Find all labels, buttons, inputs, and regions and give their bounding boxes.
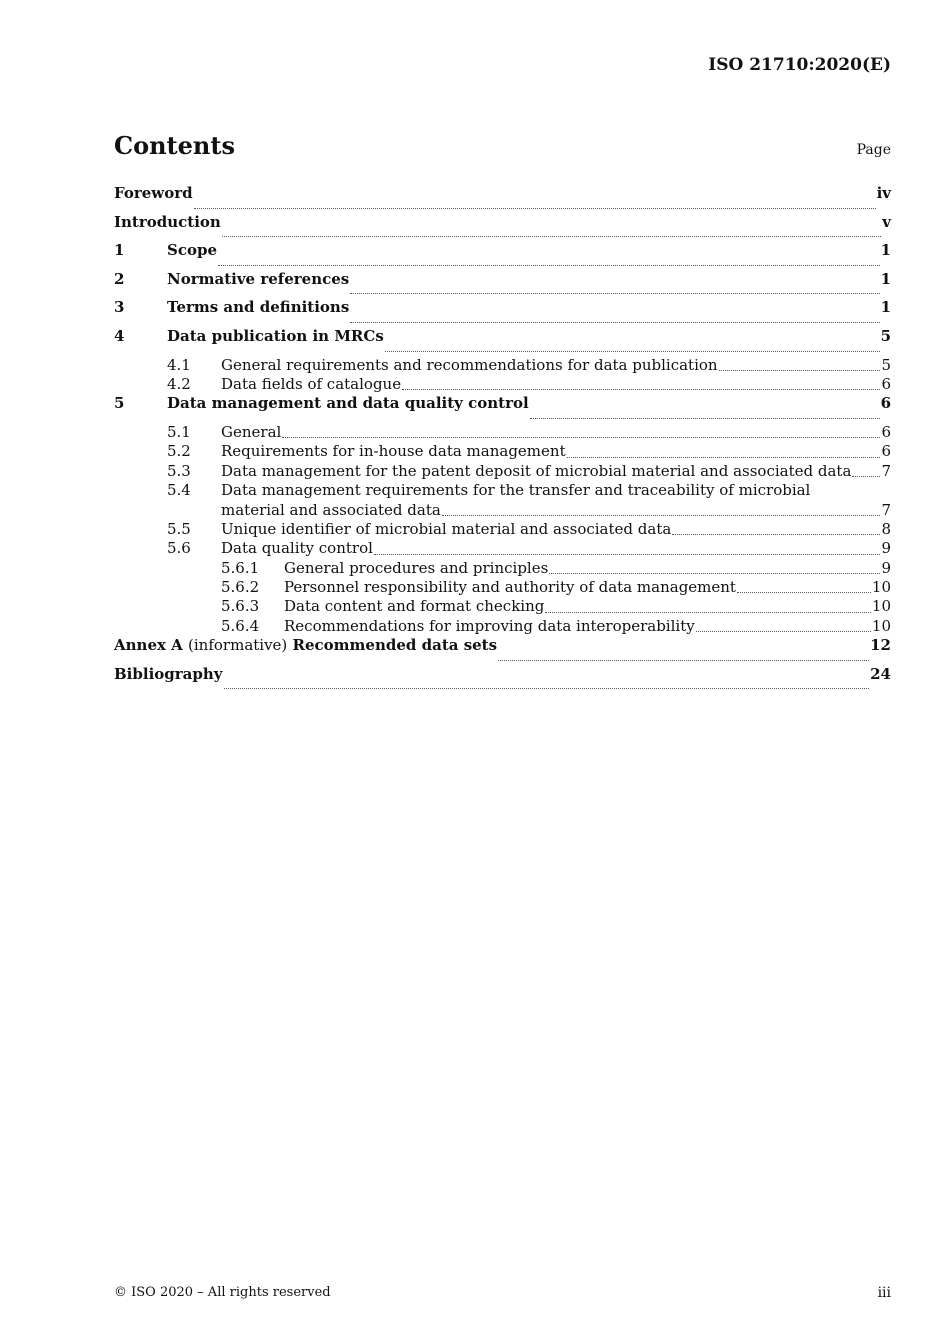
dot-leader [350,292,879,294]
toc-title: Foreword [114,184,193,202]
annex-qualifier: (informative) [188,636,288,655]
toc-entry-5-4-line2[interactable] [114,501,891,520]
toc-number: 5.2 [167,442,191,461]
toc-page: 5 [880,326,891,345]
annex-title: Recommended data sets [292,636,498,655]
toc-title: Data management for the patent deposit of microbial material and associated data [221,461,852,480]
dot-leader [719,369,881,371]
dot-leader [672,533,880,535]
toc-entry-introduction[interactable] [114,213,891,242]
toc-page: 8 [881,519,891,538]
dot-leader [402,388,880,390]
dot-leader [530,417,880,419]
toc-title: Data quality control [221,539,373,558]
toc-number: 1 [114,241,125,260]
toc-title: General requirements and recommendations for data publication [221,355,718,374]
dot-leader [350,321,879,323]
toc-entry-5-2[interactable] [114,442,891,461]
toc-number: 2 [114,269,125,288]
toc-entry-4-1[interactable] [114,356,891,375]
toc-page: 1 [880,241,891,260]
toc-page: 10 [871,616,891,635]
toc-entry-terms-and-definitions[interactable] [114,298,891,327]
toc-page: 6 [881,422,891,441]
toc-title: Data fields of catalogue [221,374,402,393]
toc-entry-5-6[interactable] [114,539,891,558]
toc-number: 5.6.1 [221,558,260,577]
toc-title: Normative references [167,269,350,288]
toc-title: material and associated data [221,500,441,519]
toc-number: 5.5 [167,519,191,538]
toc-title: Data content and format checking [284,597,545,616]
toc-entry-normative-references[interactable] [114,270,891,299]
copyright-notice: © ISO 2020 – All rights reserved [114,1285,331,1300]
dot-leader [545,611,871,613]
toc-title: Data management and data quality control [167,394,529,413]
toc-number: 5 [114,394,125,413]
table-of-contents [114,184,891,693]
dot-leader [222,235,881,237]
toc-number: 5.4 [167,481,191,500]
toc-number: 5.3 [167,461,191,480]
toc-number: 5.6.2 [221,578,260,597]
toc-title: Bibliography [114,664,223,683]
toc-title: General procedures and principles [284,558,549,577]
toc-entry-scope[interactable] [114,241,891,270]
toc-page: 10 [871,597,891,616]
toc-page: 7 [881,500,891,519]
toc-number: 5.6 [167,539,191,558]
toc-page: 6 [881,374,891,393]
dot-leader [696,630,871,632]
toc-entry-5-6-2[interactable] [114,578,891,597]
toc-entry-annex-a[interactable] [114,636,891,665]
toc-page: 5 [881,355,891,374]
toc-number: 5.6.4 [221,616,260,635]
toc-title: Data management requirements for the transfer and traceability of microbial [221,481,811,500]
toc-number: 5.6.3 [221,597,260,616]
toc-number: 4.2 [167,374,191,393]
contents-heading: Contents [114,131,235,160]
toc-title [114,636,497,654]
page-number: iii [877,1285,891,1301]
toc-title: Unique identifier of microbial material and associated data [221,519,672,538]
dot-leader [442,514,881,516]
toc-number: 3 [114,298,125,317]
dot-leader [282,436,880,438]
toc-entry-data-management[interactable] [114,394,891,423]
toc-entry-foreword[interactable] [114,184,891,213]
dot-leader [737,591,871,593]
toc-page: 7 [881,461,891,480]
toc-page: 10 [871,578,891,597]
toc-number: 5.1 [167,422,191,441]
toc-page: 1 [880,269,891,288]
toc-page: 6 [880,394,891,413]
toc-entry-5-5[interactable] [114,520,891,539]
page-column-label: Page [856,142,891,158]
toc-page: 6 [881,442,891,461]
toc-entry-bibliography[interactable] [114,665,891,694]
toc-page: 9 [881,539,891,558]
document-code: ISO 21710:2020(E) [708,55,891,75]
dot-leader [549,572,880,574]
annex-label: Annex A [114,636,183,655]
toc-title: Recommendations for improving data interoperability [284,616,695,635]
toc-entry-4-2[interactable] [114,375,891,394]
dot-leader [218,264,880,266]
toc-number: 4.1 [167,355,191,374]
dot-leader [224,687,870,689]
toc-entry-5-6-3[interactable] [114,597,891,616]
toc-page: 12 [870,636,891,655]
toc-entry-5-6-4[interactable] [114,617,891,636]
toc-title: Introduction [114,212,221,231]
toc-entry-5-6-1[interactable] [114,559,891,578]
toc-page: iv [876,184,891,202]
toc-title: Data publication in MRCs [167,326,384,345]
dot-leader [194,207,876,209]
toc-page: 24 [870,664,891,683]
toc-page: 9 [881,558,891,577]
dot-leader [852,475,880,477]
toc-entry-data-publication[interactable] [114,327,891,356]
dot-leader [567,456,881,458]
dot-leader [385,350,880,352]
toc-title: General [221,422,282,441]
toc-title: Terms and definitions [167,298,350,317]
toc-entry-5-4-line1[interactable] [114,481,891,500]
toc-page: 1 [880,298,891,317]
toc-number: 4 [114,326,125,345]
toc-entry-5-3[interactable] [114,462,891,481]
dot-leader [374,553,881,555]
toc-title: Requirements for in-house data management [221,442,566,461]
toc-entry-5-1[interactable] [114,423,891,442]
dot-leader [498,659,869,661]
toc-title: Scope [167,241,218,260]
toc-title: Personnel responsibility and authority of data management [284,578,736,597]
toc-page: v [882,212,891,231]
